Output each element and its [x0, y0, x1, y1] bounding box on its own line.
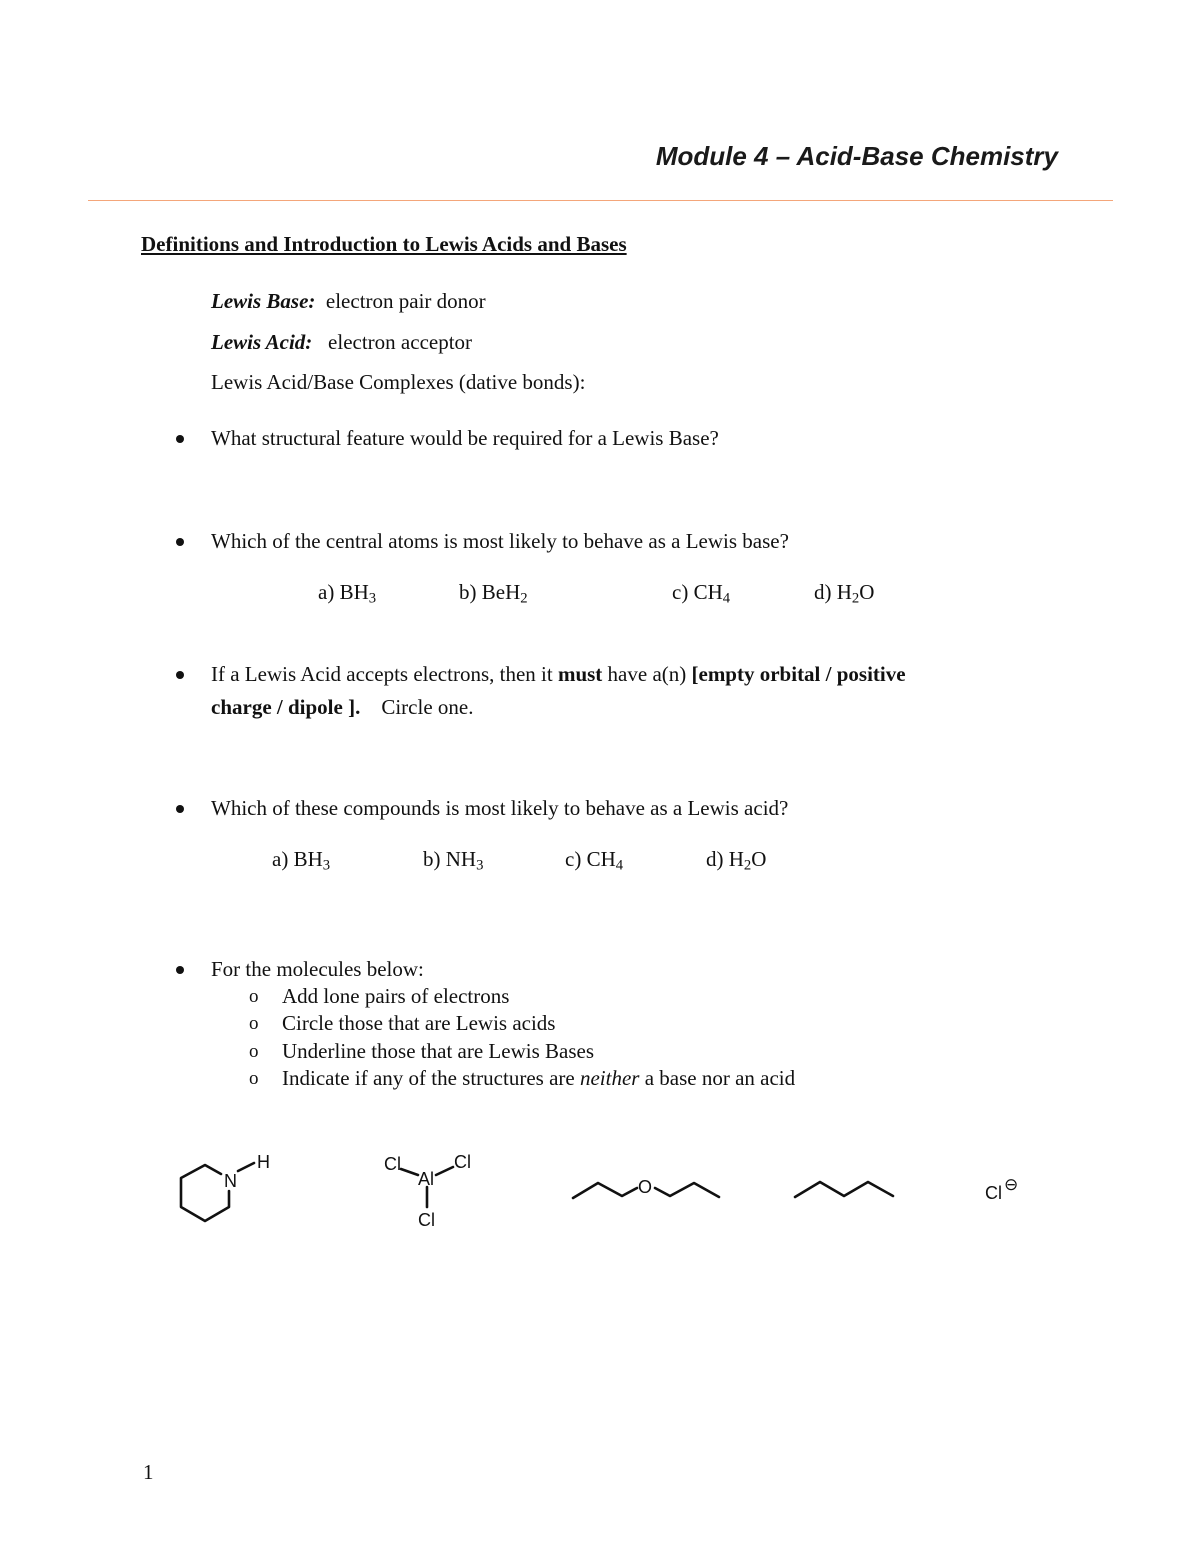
sub-bullet-icon: o	[249, 1013, 259, 1034]
piperidine-structure	[181, 1163, 254, 1221]
sub-bullet-icon: o	[249, 1068, 259, 1089]
q4-option-c: c) $CH_4$	[565, 847, 624, 874]
lewis-acid-term: Lewis Acid:	[211, 330, 313, 354]
question-4: Which of these compounds is most likely to behave as a Lewis acid?	[211, 796, 789, 820]
aluminum-label: Al	[418, 1169, 435, 1189]
q5-instruction-4: Indicate if any of the structures are neither a base nor an acid	[282, 1066, 796, 1090]
complexes-line: Lewis Acid/Base Complexes (dative bonds):	[211, 370, 586, 394]
nitrogen-label: N	[224, 1171, 237, 1191]
q2-option-b: b) BeH$_2$	[459, 580, 528, 607]
question-3-line-2: charge / dipole ]. Circle one.	[211, 695, 474, 719]
question-3-line-1: If a Lewis Acid accepts electrons, then it must have a(n) [empty orbital / positive	[211, 662, 906, 686]
q5-instruction-1: Add lone pairs of electrons	[282, 984, 510, 1008]
oxygen-label: O	[638, 1177, 653, 1197]
section-heading: Definitions and Introduction to Lewis Acids and Bases	[141, 232, 627, 256]
q5-instruction-2: Circle those that are Lewis acids	[282, 1011, 556, 1035]
sub-bullet-icon: o	[249, 986, 259, 1007]
question-1: What structural feature would be required for a Lewis Base?	[211, 426, 719, 450]
sub-bullet-icon: o	[249, 1041, 259, 1062]
q2-option-a: a) $BH_3$	[318, 580, 377, 607]
page-number: 1	[143, 1460, 154, 1484]
question-2: Which of the central atoms is most likely to behave as a Lewis base?	[211, 529, 789, 553]
q2-option-d: d) $H_2O$	[814, 580, 875, 607]
butane-structure	[795, 1182, 893, 1197]
chlorine-label-bottom: Cl	[418, 1210, 435, 1230]
q5-instruction-3: Underline those that are Lewis Bases	[282, 1039, 594, 1063]
lewis-acid-text: electron acceptor	[328, 330, 473, 354]
question-5: For the molecules below:	[211, 957, 424, 981]
chlorine-label-left: Cl	[384, 1154, 401, 1174]
q4-option-b: b) $NH_3$	[423, 847, 484, 874]
chlorine-label-right: Cl	[454, 1152, 471, 1172]
negative-charge-icon: ⊖	[1004, 1175, 1019, 1194]
hydrogen-label: H	[257, 1152, 270, 1172]
lewis-base-term: Lewis Base:	[211, 289, 316, 313]
module-title: Module 4 – Acid-Base Chemistry	[655, 141, 1058, 171]
q4-option-a: a) $BH_3$	[272, 847, 331, 874]
q4-option-d: d) $H_2O$	[706, 847, 767, 874]
q2-option-c: c) $CH_4$	[672, 580, 731, 607]
chloride-label: Cl	[985, 1183, 1002, 1203]
lewis-base-text: electron pair donor	[325, 289, 486, 313]
